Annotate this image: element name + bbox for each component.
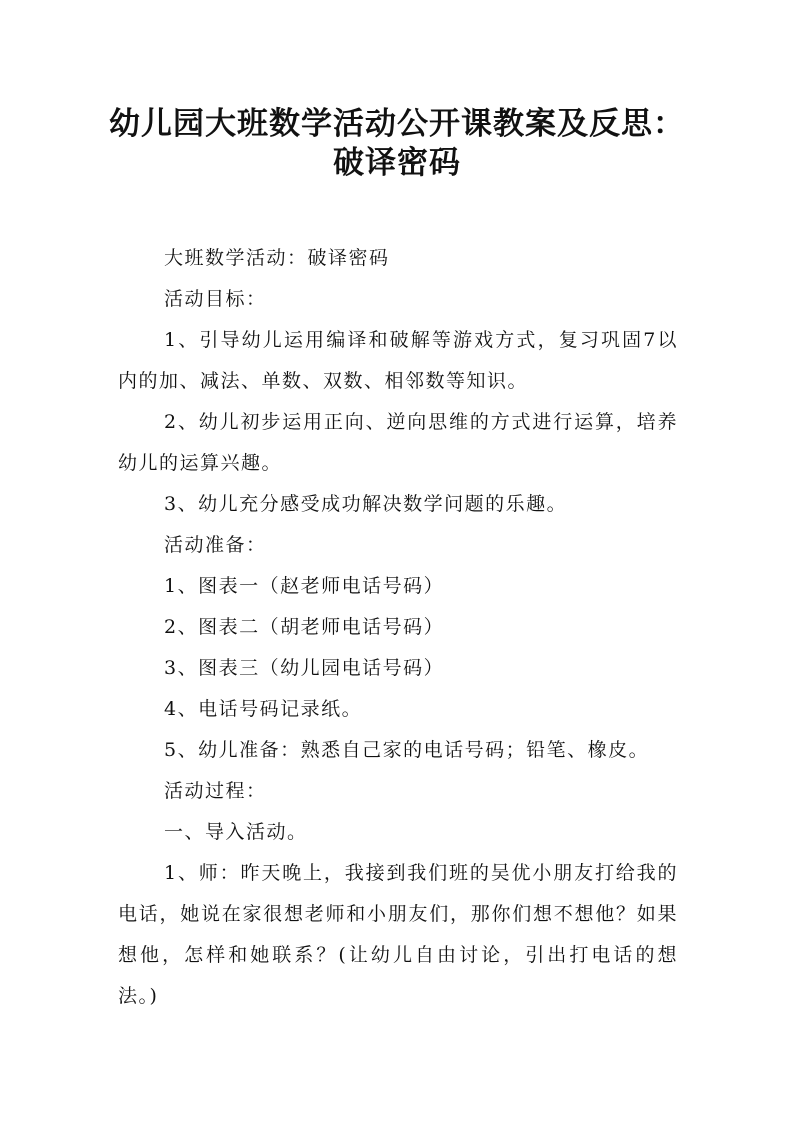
paragraph-process-step-1: 1、师：昨天晚上，我接到我们班的吴优小朋友打给我的电话，她说在家很想老师和小朋友们，那你们想不想他？如果想他，怎样和她联系？(让幼儿自由讨论，引出打电话的想法。) xyxy=(118,862,678,1007)
paragraph-process-heading: 活动过程： xyxy=(164,780,267,802)
paragraph-section-1-heading: 一、导入活动。 xyxy=(164,821,308,843)
document-body xyxy=(118,238,678,1017)
paragraph-prep-1: 1、图表一（赵老师电话号码） xyxy=(164,575,445,597)
paragraph-prep-4: 4、电话号码记录纸。 xyxy=(164,698,363,720)
document-title-line-2: 破译密码 xyxy=(333,145,461,181)
paragraph-prep-2: 2、图表二（胡老师电话号码） xyxy=(164,616,445,638)
paragraph-prep-5: 5、幼儿准备：熟悉自己家的电话号码；铅笔、橡皮。 xyxy=(164,739,650,761)
paragraph-goal-2: 2、幼儿初步运用正向、逆向思维的方式进行运算，培养幼儿的运算兴趣。 xyxy=(118,411,678,474)
paragraph-activity-name: 大班数学活动：破译密码 xyxy=(164,247,390,269)
paragraph-goal-3: 3、幼儿充分感受成功解决数学问题的乐趣。 xyxy=(164,493,568,515)
paragraph-goal-1: 1、引导幼儿运用编译和破解等游戏方式，复习巩固7以内的加、减法、单数、双数、相邻数等知识。 xyxy=(118,329,678,392)
document-title-line-1: 幼儿园大班数学活动公开课教案及反思： xyxy=(109,106,685,142)
paragraph-preparation-heading: 活动准备： xyxy=(164,534,267,556)
paragraph-goals-heading: 活动目标： xyxy=(164,288,267,310)
paragraph-prep-3: 3、图表三（幼儿园电话号码） xyxy=(164,657,445,679)
